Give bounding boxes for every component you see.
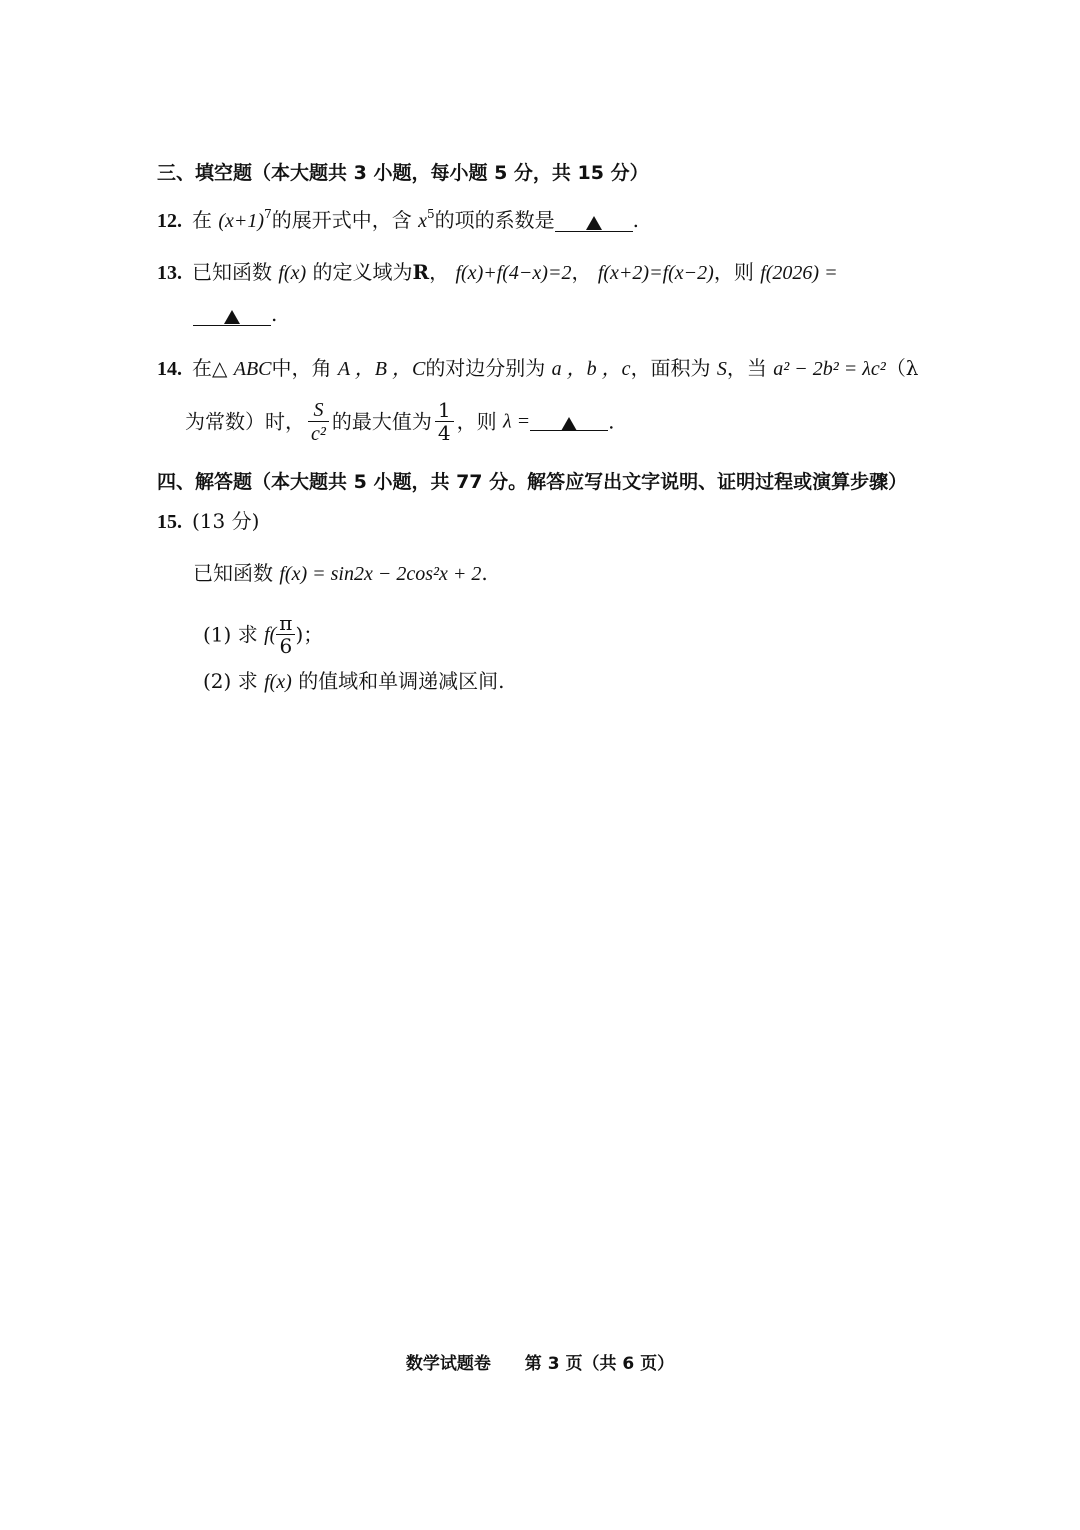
answer-blank[interactable] — [193, 307, 271, 326]
question-14-continued: 为常数）时， $\frac{S}{\text{c²}}$ 的最大值为 $\frac{1}{4}$ ，则 λ = . — [185, 398, 615, 445]
question-15-part-2: (2) 求 f(x) 的值域和单调递减区间. — [203, 669, 505, 693]
section-4-heading: 四、解答题（本大题共 5 小题，共 77 分。解答应写出文字说明、证明过程或演算步骤） — [157, 471, 908, 493]
question-12: 12. 在 $(x+1)^7$的展开式中，含 $x^5$的项的系数是 . — [157, 207, 639, 232]
exam-title: 数学试题卷 — [405, 1354, 491, 1374]
answer-blank[interactable] — [555, 213, 633, 232]
fraction-pi-over-6: $\frac{\pi}{6}$ — [276, 612, 295, 657]
question-15-header: 15. (13 分) — [157, 509, 260, 533]
question-number: 14. — [157, 358, 182, 380]
question-number: 12. — [157, 210, 182, 232]
triangle-marker-icon — [561, 417, 577, 431]
question-number: 13. — [157, 262, 182, 284]
triangle-marker-icon — [224, 310, 240, 324]
question-14: 14. 在△ ABC中，角 A ，B ，C的对边分别为 a ，b ，c，面积为 S，当 a² − 2b² = λc²（λ — [157, 356, 919, 380]
question-15-statement: 已知函数 f(x) = sin2x − 2cos²x + 2. — [193, 561, 488, 585]
question-13-blank-line: . — [193, 304, 277, 326]
answer-blank[interactable] — [530, 412, 608, 431]
question-number: 15. — [157, 511, 182, 533]
fraction-one-quarter: $\frac{1}{4}$ — [435, 399, 454, 444]
page-number: 第 3 页（共 6 页） — [524, 1354, 675, 1374]
section-3-heading: 三、填空题（本大题共 3 小题，每小题 5 分，共 15 分） — [157, 162, 649, 184]
fraction-s-over-c2: $\frac{S}{\text{c²}}$ — [308, 398, 329, 445]
question-13: 13. 已知函数 f(x) 的定义域为R， f(x)+f(4−x)=2， f(x+2)=f(x−2)，则 f(2026) = — [157, 260, 838, 284]
page-footer — [0, 1349, 1080, 1374]
triangle-marker-icon — [586, 216, 602, 230]
question-15-part-1: (1) 求 f( $\frac{\pi}{6}$ )； — [203, 611, 324, 658]
